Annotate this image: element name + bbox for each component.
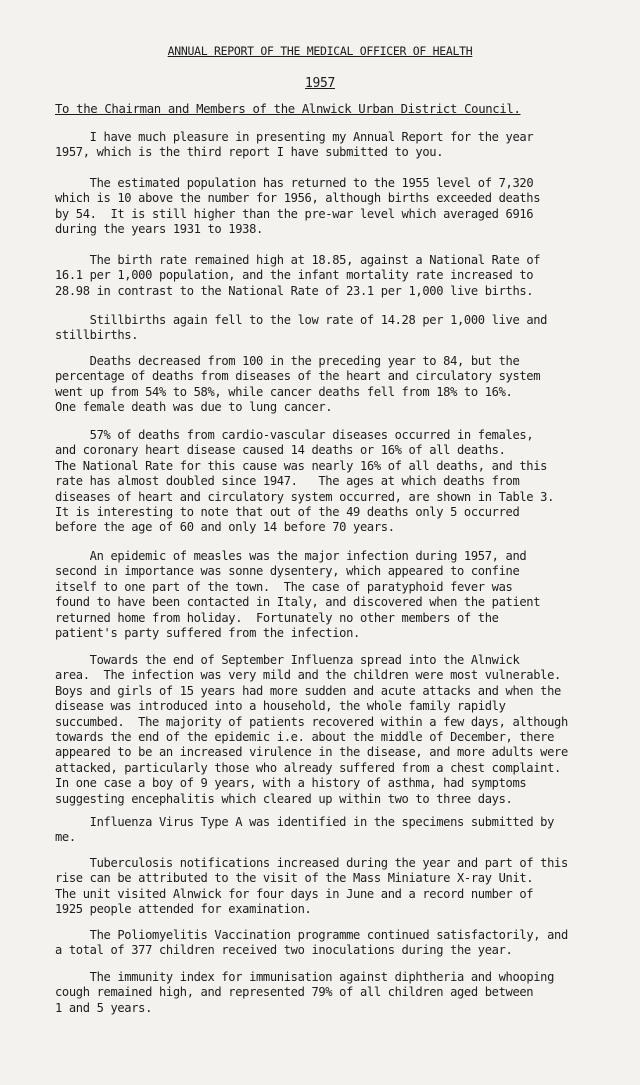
salutation-text: To the Chairman and Members of the Alnwick Urban District Council. [55,102,521,116]
paragraph-immunisation: The immunity index for immunisation against diphtheria and whooping cough remained high, and represented 79% of all children aged between 1 and 5 years. [55,970,555,1015]
paragraph-stillbirths: Stillbirths again fell to the low rate of 14.28 per 1,000 live and stillbirths. [55,313,548,343]
paragraph-influenza: Towards the end of September Influenza spread into the Alnwick area. The infection was very mild and the children were most vulnerable. Boys and girls of 15 years had more sudden and acute attacks and when the disease was introduced into a household, the whole family rapidly succumbed. The majority of patients recovered within a few days, although towards the end of the epidemic i.e. about the middle of December, there appeared to be an increased virulence in the disease, and more adults were attacked, particularly those who already suffered from a chest complaint. In one case a boy of 9 years, with a history of asthma, had symptoms suggesting encephalitis which cleared up within two to three days. [55,653,568,806]
paragraph-tuberculosis: Tuberculosis notifications increased during the year and part of this rise can be attributed to the visit of the Mass Miniature X-ray Unit. The unit visited Alnwick for four days in June and a record number of 1925 people attended for examination. [55,856,568,917]
report-year [0,76,640,91]
paragraph-population: The estimated population has returned to the 1955 level of 7,320 which is 10 above the number for 1956, although births exceeded deaths by 54. It is still higher than the pre-war level which averaged 6916 during the years 1931 to 1938. [55,176,541,237]
paragraph-introduction: I have much pleasure in presenting my Annual Report for the year 1957, which is the third report I have submitted to you. [55,130,534,160]
report-year-text: 1957 [305,76,335,91]
paragraph-influenza-virus: Influenza Virus Type A was identified in the specimens submitted by me. [55,815,555,845]
paragraph-birth-rate: The birth rate remained high at 18.85, against a National Rate of 16.1 per 1,000 population, and the infant mortality rate increased to 28.98 in contrast to the National Rate of 23.1 per 1,000 live births. [55,253,541,298]
report-header [0,44,640,58]
paragraph-infections: An epidemic of measles was the major infection during 1957, and second in importance was sonne dysentery, which appeared to confine itself to one part of the town. The case of paratyphoid fever was found to have been contacted in Italy, and discovered when the patient returned home from holiday. Fortunately no other members of the patient's party suffered from the infection. [55,549,541,641]
salutation [55,102,615,116]
paragraph-cardiovascular: 57% of deaths from cardio-vascular diseases occurred in females, and coronary heart disease caused 14 deaths or 16% of all deaths. The National Rate for this cause was nearly 16% of all deaths, and this rate has almost doubled since 1947. The ages at which deaths from diseases of heart and circulatory system occurred, are shown in Table 3. It is interesting to note that out of the 49 deaths only 5 occurred before the age of 60 and only 14 before 70 years. [55,428,555,535]
paragraph-poliomyelitis: The Poliomyelitis Vaccination programme continued satisfactorily, and a total of 377 children received two inoculations during the year. [55,928,568,958]
report-title: ANNUAL REPORT OF THE MEDICAL OFFICER OF HEALTH [167,44,473,58]
paragraph-deaths: Deaths decreased from 100 in the preceding year to 84, but the percentage of deaths from diseases of the heart and circulatory system went up from 54% to 58%, while cancer deaths fell from 18% to 16%. One female death was due to lung cancer. [55,354,541,415]
